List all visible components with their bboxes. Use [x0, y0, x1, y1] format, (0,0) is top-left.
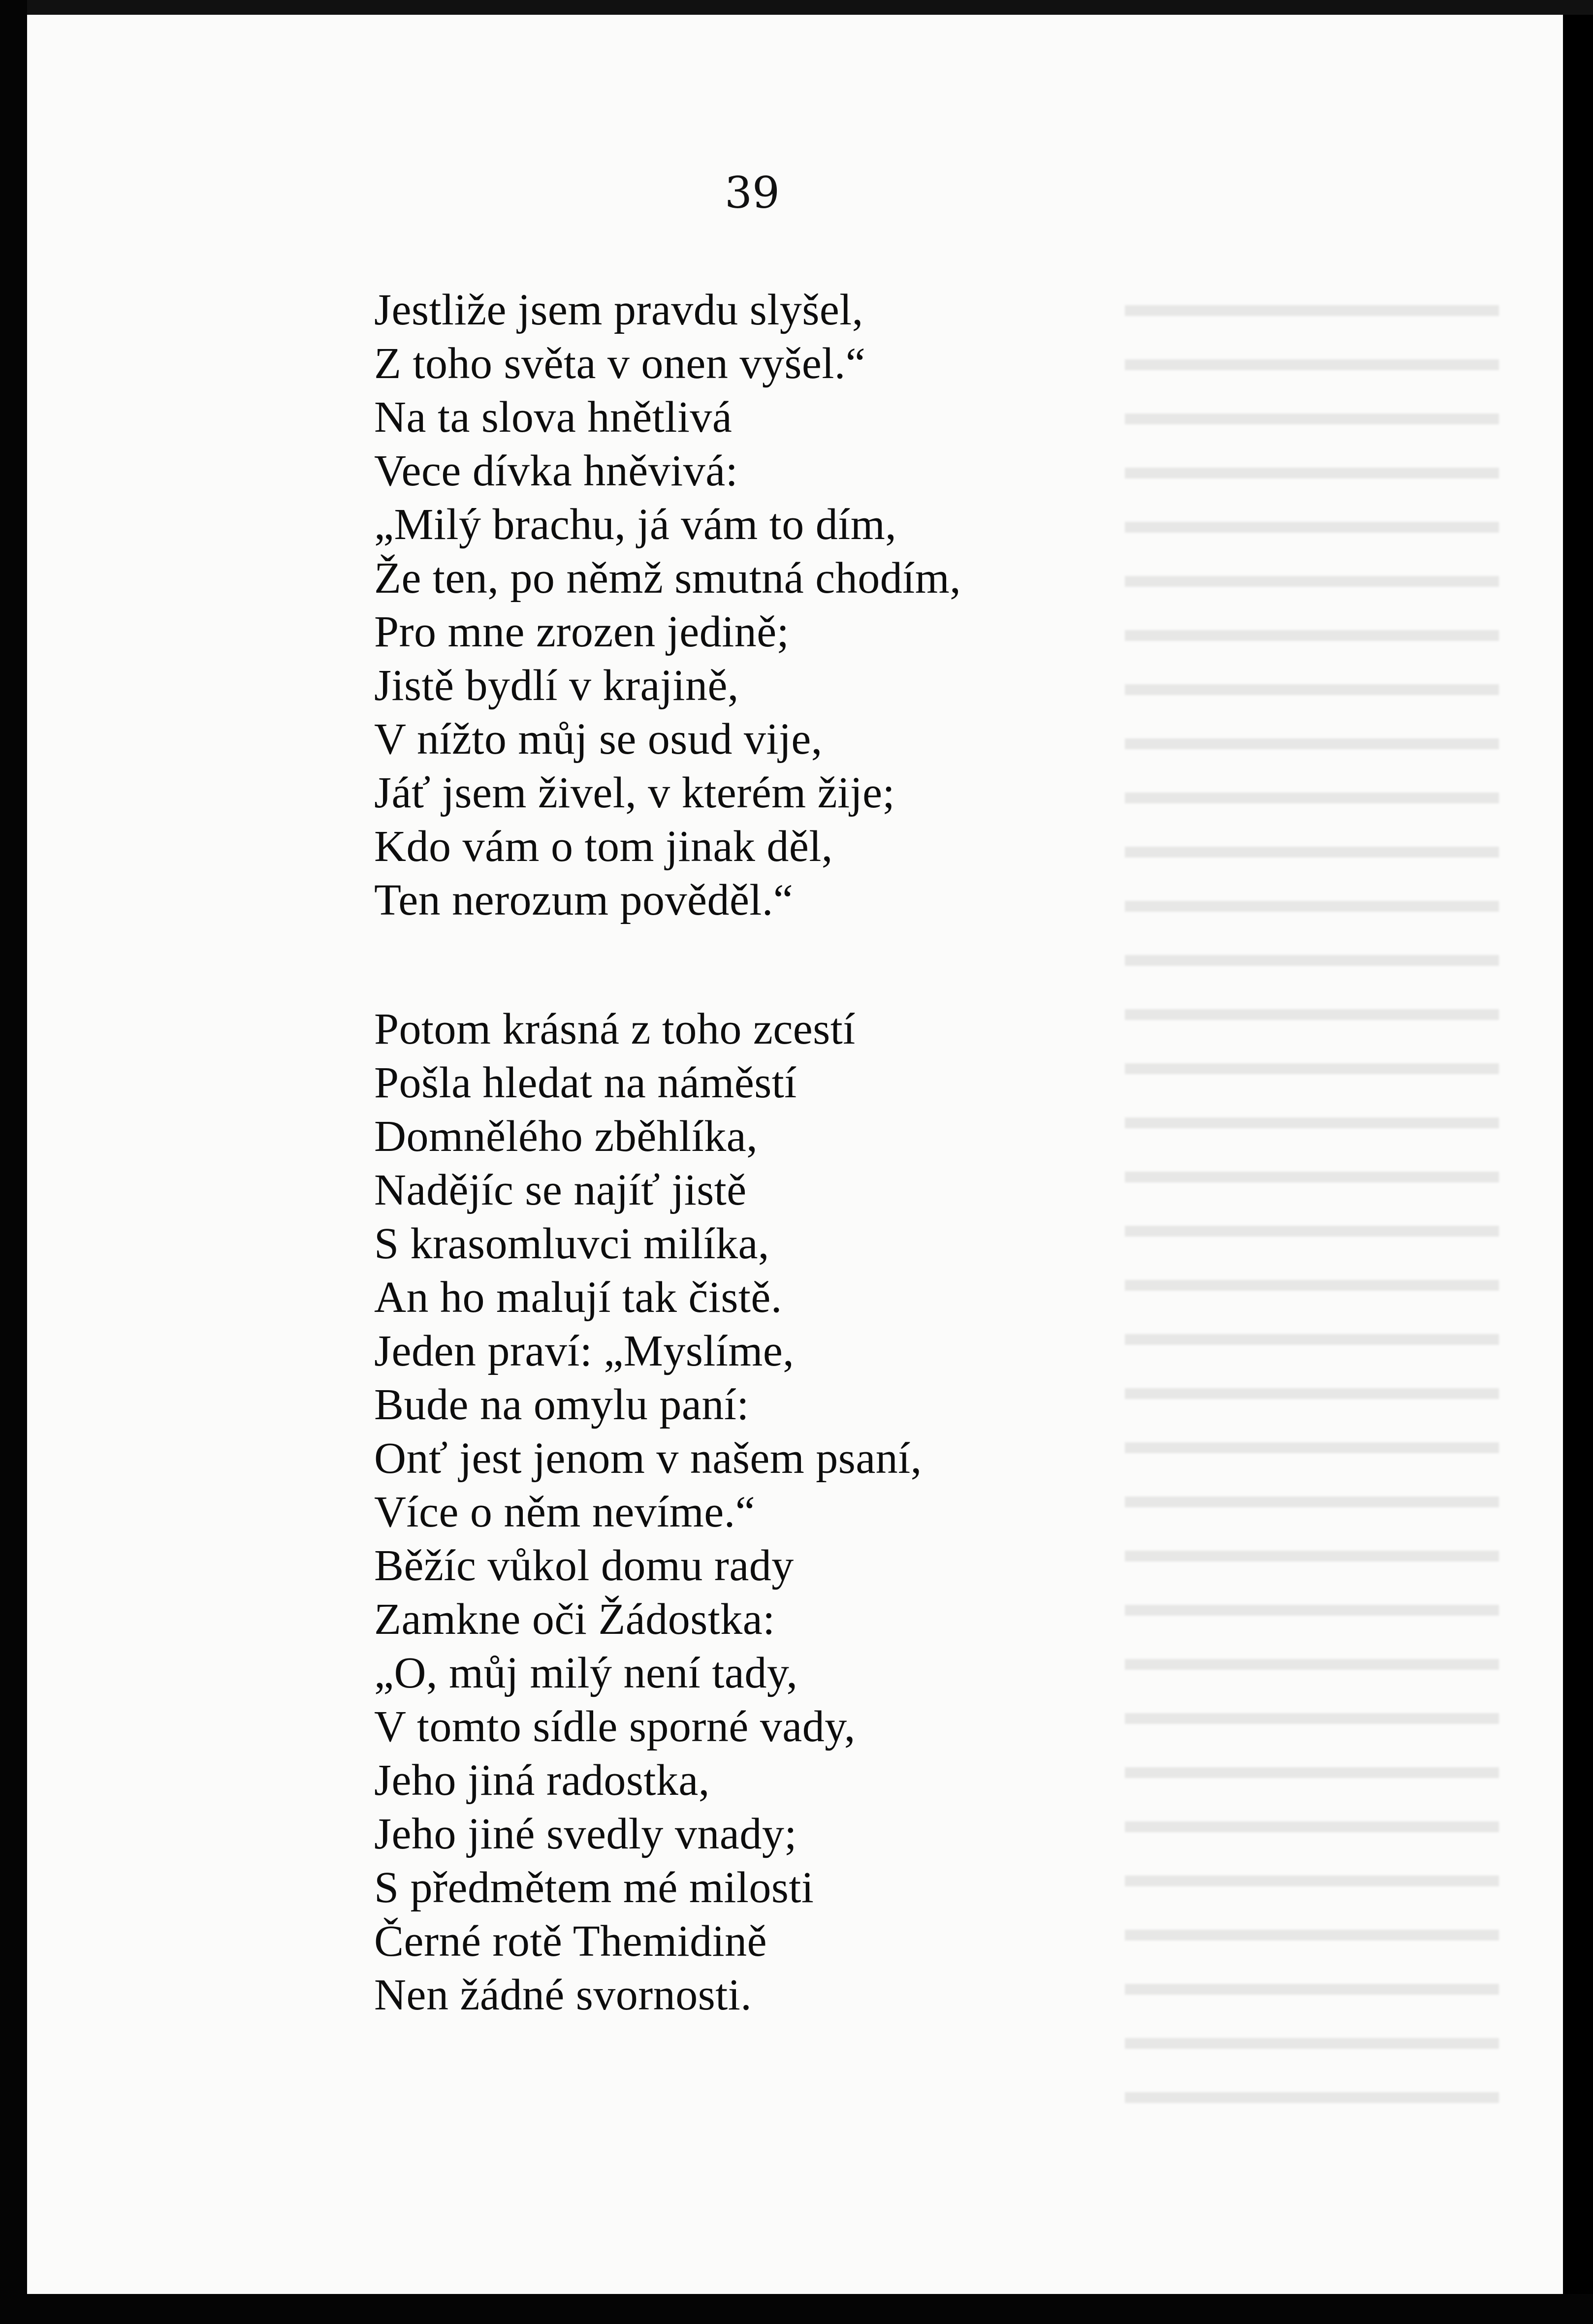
verse-line: Běžíc vůkol domu rady: [374, 1541, 794, 1590]
verse-line: Z toho světa v onen vyšel.“: [374, 339, 866, 388]
scan-bottom-border: [0, 2294, 1593, 2324]
verse-line: Bude na omylu paní:: [374, 1380, 749, 1429]
verse-line: Jáť jsem živel, v kterém žije;: [374, 768, 895, 817]
verse-line: Pro mne zrozen jedině;: [374, 607, 790, 656]
verse-line: Nadějíc se najíť jistě: [374, 1166, 747, 1214]
stanza: [374, 283, 1162, 927]
verse-line: Jistě bydlí v krajině,: [374, 661, 739, 710]
scan-left-border: [0, 0, 27, 2324]
verse-line: Potom krásná z toho zcestí: [374, 1005, 856, 1053]
verse-line: Pošla hledat na náměstí: [374, 1058, 797, 1107]
verse-line: S předmětem mé milosti: [374, 1863, 814, 1912]
verse-line: Více o něm nevíme.“: [374, 1488, 756, 1536]
verse-line: Na ta slova hnětlivá: [374, 393, 733, 442]
verse-line: Vece dívka hněvivá:: [374, 446, 738, 495]
verse-line: Jeden praví: „Myslíme,: [374, 1327, 795, 1375]
page-number: 39: [725, 167, 780, 218]
verse-line: Onť jest jenom v našem psaní,: [374, 1434, 922, 1483]
verse-line: S krasomluvci milíka,: [374, 1219, 769, 1268]
verse-line: Domnělého zběhlíka,: [374, 1112, 758, 1161]
verse-line: Jeho jiné svedly vnady;: [374, 1810, 797, 1858]
verse-line: Jeho jiná radostka,: [374, 1756, 710, 1805]
verse-line: Ten nerozum pověděl.“: [374, 876, 794, 924]
verse-line: Kdo vám o tom jinak děl,: [374, 822, 833, 871]
verse-line: „Milý brachu, já vám to dím,: [374, 500, 897, 549]
verse-line: Černé rotě Themidině: [374, 1917, 767, 1966]
scan-top-edge: [27, 0, 1593, 15]
verse-line: Že ten, po němž smutná chodím,: [374, 554, 961, 603]
verse-line: V nížto můj se osud vije,: [374, 715, 823, 764]
facing-page-bleed-through: [1125, 281, 1499, 2112]
verse-line: Zamkne oči Žádostka:: [374, 1595, 775, 1644]
verse-line: Nen žádné svornosti.: [374, 1971, 752, 2019]
verse-line: „O, můj milý není tady,: [374, 1649, 798, 1697]
verse-line: Jestliže jsem pravdu slyšel,: [374, 286, 863, 334]
verse-line: V tomto sídle sporné vady,: [374, 1702, 856, 1751]
verse-line: An ho malují tak čistě.: [374, 1273, 782, 1322]
stanza: [374, 1002, 1162, 2022]
